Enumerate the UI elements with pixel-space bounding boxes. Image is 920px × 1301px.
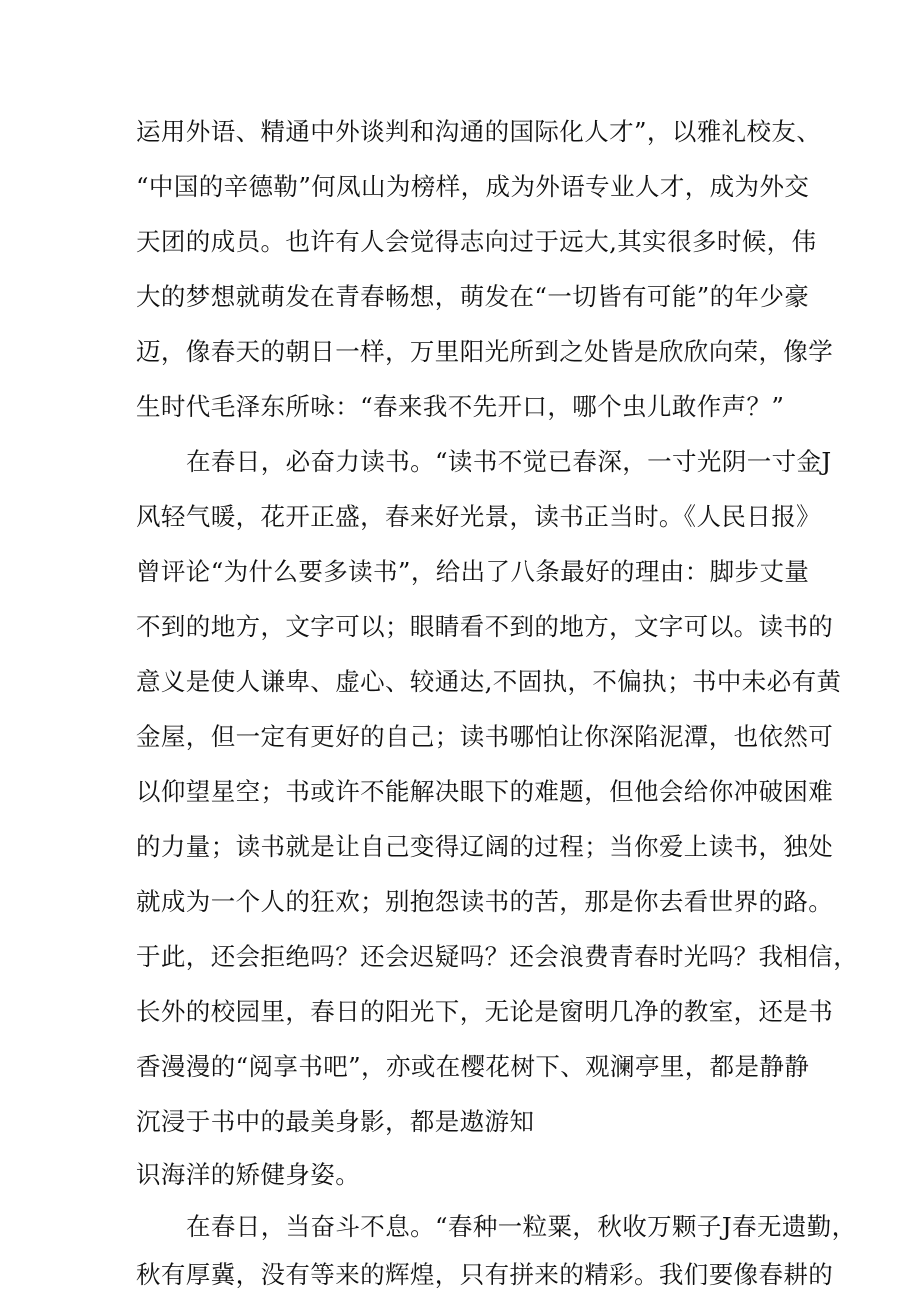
text-line: 长外的校园里，春日的阳光下，无论是窗明几净的教室，还是书 <box>136 997 834 1026</box>
text-line: 生时代毛泽东所咏：“春来我不先开口，哪个虫儿敢作声？” <box>136 392 785 421</box>
text-line: 秋有厚冀，没有等来的辉煌，只有拼来的精彩。我们要像春耕的 <box>136 1260 834 1289</box>
text-line: 大的梦想就萌发在青春畅想，萌发在“一切皆有可能”的年少豪 <box>136 282 810 311</box>
text-line: 迈，像春天的朝日一样，万里阳光所到之处皆是欣欣向荣，像学 <box>136 337 834 366</box>
text-line: 天团的成员。也许有人会觉得志向过于远大,其实很多时候，伟 <box>136 227 817 256</box>
text-line: 于此，还会拒绝吗？还会迟疑吗？还会浪费青春时光吗？我相信， <box>136 942 859 971</box>
text-line: 识海洋的矫健身姿。 <box>136 1160 361 1189</box>
text-line: “中国的辛德勒”何凤山为榜样，成为外语专业人才，成为外交 <box>136 172 810 201</box>
text-line: 金屋，但一定有更好的自己；读书哪怕让你深陷泥潭，也依然可 <box>136 722 834 751</box>
text-line: 就成为一个人的狂欢；别抱怨读书的苦，那是你去看世界的路。 <box>136 887 834 916</box>
paragraph-start-line: 在春日，必奋力读书。“读书不觉已春深，一寸光阴一寸金J <box>186 447 832 476</box>
text-line: 以仰望星空；书或许不能解决眼下的难题，但他会给你冲破困难 <box>136 777 834 806</box>
text-line: 意义是使人谦卑、虚心、较通达,不固执，不偏执；书中未必有黄 <box>136 667 842 696</box>
text-line: 运用外语、精通中外谈判和沟通的国际化人才”，以雅礼校友、 <box>136 117 822 146</box>
text-line: 风轻气暖，花开正盛，春来好光景，读书正当时。《人民日报》 <box>136 502 821 531</box>
text-line: 香漫漫的“阅享书吧”，亦或在樱花树下、观澜亭里，都是静静 <box>136 1052 810 1081</box>
text-line: 不到的地方，文字可以；眼睛看不到的地方，文字可以。读书的 <box>136 612 834 641</box>
text-line: 沉浸于书中的最美身影，都是遨游知 <box>136 1107 535 1136</box>
text-line: 的力量；读书就是让自己变得辽阔的过程；当你爱上读书，独处 <box>136 832 834 861</box>
text-line: 曾评论“为什么要多读书”，给出了八条最好的理由：脚步丈量 <box>136 557 810 586</box>
paragraph-start-line: 在春日，当奋斗不息。“春种一粒粟，秋收万颗子J春无遗勤， <box>186 1212 857 1241</box>
